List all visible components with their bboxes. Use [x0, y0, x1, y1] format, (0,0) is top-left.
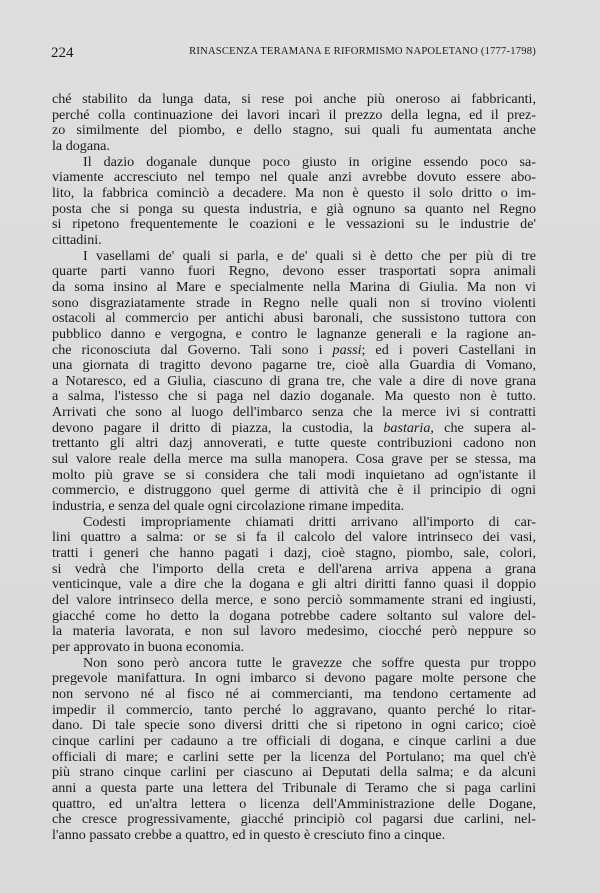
text-line: zo similmente del piombo, e dello stagno, sui quali fu aumentata anche	[52, 123, 536, 139]
text-line: cittadini.	[52, 232, 102, 248]
text-line: posta che si ponga su questa industria, e già ognuno sa quanto nel Regno	[52, 201, 536, 217]
text-line: si ripetono frequentemente le coazioni e le vessazioni su le industrie de'	[52, 217, 536, 233]
text-line: una giornata di tragitto devono pagarne tre, cioè alla Guardia di Vomano,	[52, 358, 536, 374]
text-line: perché colla continuazione dei lavori incarì il prezzo della legna, ed il prez-	[52, 107, 536, 123]
text-line: la dogana.	[52, 138, 110, 154]
text-line	[52, 343, 536, 359]
text-line	[52, 421, 536, 437]
paragraph	[52, 92, 536, 155]
paragraph	[52, 656, 536, 844]
text-line: tratti i generi che hanno pagati i dazj, cioè stagno, piombo, sale, colori,	[52, 546, 536, 562]
text-line: industria, e senza del quale ogni circolazione rimane impedita.	[52, 499, 405, 515]
text-line: l'anno passato crebbe a quattro, ed in questo è cresciuto fino a cinque.	[52, 827, 446, 843]
text-line: Il dazio doganale dunque poco giusto in origine essendo poco sa-	[83, 154, 536, 170]
text-line: sono disgraziatamente strade in Regno nelle quali non si trovino violenti	[52, 295, 536, 311]
page-number: 224	[51, 45, 74, 61]
text-line: si vedrà che l'importo della creta e dell'arena arriva appena a grana	[52, 561, 536, 577]
text-line: I vasellami de' quali si parla, e de' quali si è detto che per più di tre	[83, 248, 536, 264]
text-line: lini quattro a salma: or se si fa il calcolo del valore intrinseco dei vasi,	[52, 530, 536, 546]
text-line: molto più grave se si considera che tali modi inquietano ad ogn'istante il	[52, 467, 536, 483]
text-segment: che supera al-	[433, 420, 536, 436]
text-line: pubblico danno e vergogna, e contro le lagnanze generali e la ragione an-	[52, 326, 536, 342]
text-line: cinque carlini per cadauno a tre officiali di dogana, e cinque carlini a due	[52, 733, 536, 749]
text-line: per approvato in buona economia.	[52, 639, 245, 655]
text-line: da soma insino al Mare e specialmente nella Marina di Giulia. Ma non vi	[52, 279, 536, 295]
text-line: ché stabilito da lunga data, si rese poi anche più oneroso ai fabbricanti,	[52, 92, 536, 107]
running-head	[166, 45, 536, 59]
body-text	[52, 92, 536, 844]
paragraph	[52, 249, 536, 515]
text-line: venticinque, vale a dire che la dogana e gli altri diritti fanno quasi il doppio	[52, 577, 536, 593]
text-line: Codesti impropriamente chiamati dritti arrivano all'importo di car-	[83, 514, 536, 530]
text-line: anni a questa parte una lettera del Tribunale di Teramo che si paga carlini	[52, 780, 536, 796]
text-line: non servono né al fisco né ai commercianti, ma tendono certamente ad	[52, 686, 536, 702]
text-line: sul valore reale della merce ma sulla manopera. Cosa grave per se stessa, ma	[52, 452, 536, 468]
running-head-title: RINASCENZA TERAMANA E RIFORMISMO NAPOLETANO (1777-1798)	[189, 46, 536, 57]
text-line: quarte parti vanno fuori Regno, devono esser trasportati sopra animali	[52, 264, 536, 280]
text-line: del valore intrinseco della merce, e sono perciò sommamente strani ed ingiusti,	[52, 593, 536, 608]
text-line: più strano cinque carlini per ciascuno ai Deputati della salma; e da alcuni	[52, 765, 536, 781]
text-line: viamente accresciuto nel tempo nel quale anzi avrebbe dovuto essere abo-	[52, 170, 536, 186]
text-line: dano. Di tale specie sono diversi dritti che si ripetono in ogni carico; cioè	[52, 718, 536, 734]
text-line: officiali di mare; e carlini sette per la licenza del Portulano; ma quel ch'è	[52, 749, 536, 765]
text-line: Arrivati che sono al luogo dell'imbarco senza che la merce ivi si contratti	[52, 405, 536, 421]
paragraph	[52, 515, 536, 656]
text-line: impedir il commercio, tanto perché lo aggravano, quanto perché lo ritar-	[52, 702, 536, 718]
text-line: Non sono però ancora tutte le gravezze che soffre questa pur troppo	[83, 655, 536, 671]
text-segment: devono pagare il dritto di piazza, la custodia, la	[52, 420, 384, 436]
text-line: che cresce progressivamente, giacché principiò col pagarsi due carlini, nel-	[52, 812, 536, 828]
text-line: quattro, ed un'altra lettera o licenza dell'Amministrazione delle Dogane,	[52, 796, 536, 812]
text-line: a Notaresco, ed a Giulia, ciascuno di grana tre, che vale a dire di nove grana	[52, 373, 536, 389]
paragraph	[52, 155, 536, 249]
text-line: pregevole manifattura. In ogni imbarco si devono pagare molte persone che	[52, 671, 536, 687]
text-line: lito, la fabbrica cominciò a decadere. Ma non è questo il solo dritto o im-	[52, 185, 536, 201]
text-line: commercio, e distruggono quel germe di attività che è il principio di ogni	[52, 483, 536, 499]
text-line: giacché come ho detto la dogana potrebbe cadere soltanto sul valore del-	[52, 608, 536, 624]
text-segment: che riconosciuta dal Governo. Tali sono i	[52, 342, 333, 358]
text-line: a salma, l'istesso che si paga nel dazio doganale. Ma questo non è tutto.	[52, 389, 536, 405]
text-line: la materia lavorata, e non sul lavoro medesimo, ciocché però neppure so	[52, 624, 536, 640]
text-segment: ; ed i poveri Castellani in	[361, 342, 536, 358]
italic-term: passi	[332, 342, 362, 358]
italic-term: bastaria,	[383, 420, 434, 436]
text-line: ostacoli al commercio per antichi abusi baronali, che sussistono tuttora con	[52, 311, 536, 327]
text-line: trettanto gli altri dazj annoverati, e tutte queste contribuzioni cadono non	[52, 436, 536, 452]
